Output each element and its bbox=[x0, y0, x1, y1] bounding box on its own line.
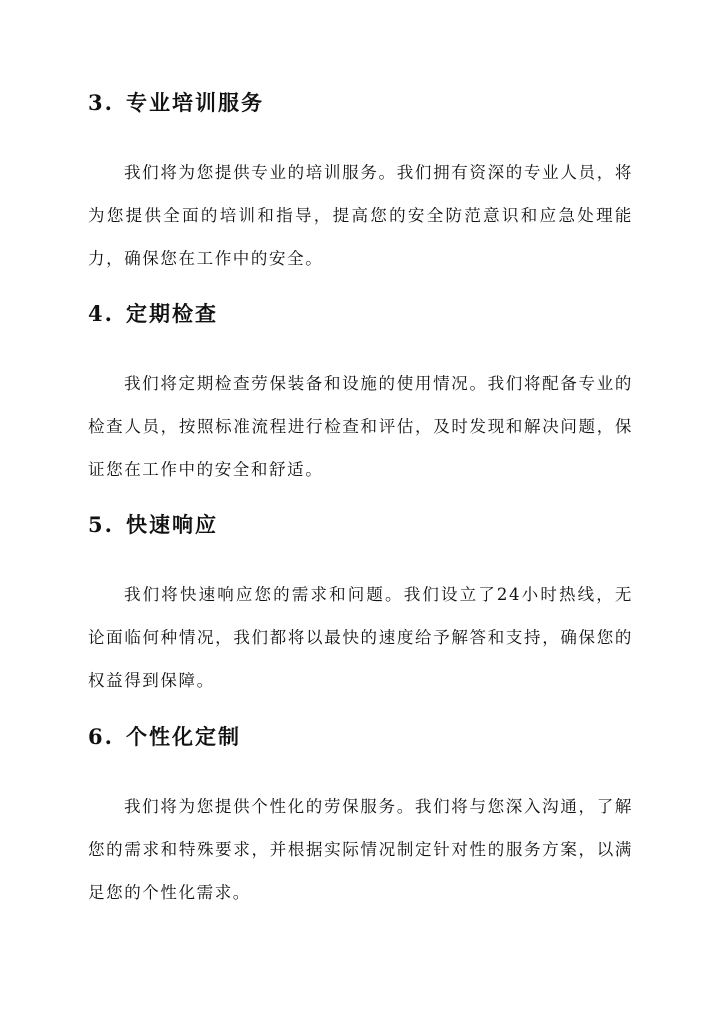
section-paragraph: 我们将定期检查劳保装备和设施的使用情况。我们将配备专业的检查人员，按照标准流程进行检查和评估，及时发现和解决问题，保证您在工作中的安全和舒适。 bbox=[88, 374, 633, 479]
section-paragraph: 我们将为您提供个性化的劳保服务。我们将与您深入沟通，了解您的需求和特殊要求，并根据实际情况制定针对性的服务方案，以满足您的个性化需求。 bbox=[88, 797, 633, 902]
section-heading bbox=[88, 510, 633, 540]
section-title: 专业培训服务 bbox=[126, 90, 264, 115]
section-heading bbox=[88, 722, 633, 752]
section-number: 5. bbox=[88, 512, 114, 537]
section-paragraph: 我们将为您提供专业的培训服务。我们拥有资深的专业人员，将为您提供全面的培训和指导，提高您的安全防范意识和应急处理能力，确保您在工作中的安全。 bbox=[88, 163, 633, 268]
section-5 bbox=[88, 510, 633, 702]
section-heading bbox=[88, 88, 633, 118]
section-number: 3. bbox=[88, 90, 114, 115]
section-heading bbox=[88, 299, 633, 329]
section-3 bbox=[88, 88, 633, 280]
section-title: 定期检查 bbox=[126, 301, 218, 326]
section-6 bbox=[88, 722, 633, 914]
section-title: 快速响应 bbox=[126, 512, 218, 537]
section-4 bbox=[88, 299, 633, 491]
section-title: 个性化定制 bbox=[126, 724, 241, 749]
section-number: 6. bbox=[88, 724, 114, 749]
section-paragraph: 我们将快速响应您的需求和问题。我们设立了24小时热线，无论面临何种情况，我们都将以最快的速度给予解答和支持，确保您的权益得到保障。 bbox=[88, 585, 633, 690]
section-number: 4. bbox=[88, 301, 114, 326]
